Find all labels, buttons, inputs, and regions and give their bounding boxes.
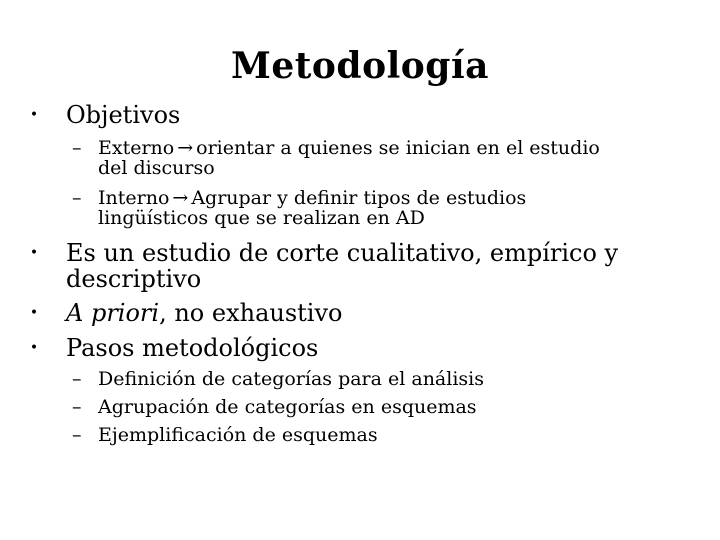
bullet-icon: • [29, 340, 39, 356]
sub-item-text-cont: lingüísticos que se realizan en AD [98, 207, 425, 229]
dash-icon: – [72, 424, 82, 446]
sub-item-text-cont: del discurso [98, 157, 215, 179]
dash-icon: – [72, 396, 82, 418]
slide-title: Metodología [231, 45, 489, 87]
sub-item-lead: Externo [98, 137, 175, 159]
arrow-right-icon: → [177, 137, 194, 159]
sub-item-lead: Interno [98, 187, 170, 209]
bullet-icon: • [29, 305, 39, 321]
sub-item-text: orientar a quienes se inician en el estudio [196, 137, 600, 159]
bullet-label: Pasos metodológicos [66, 334, 319, 362]
arrow-right-icon: → [172, 187, 189, 209]
sub-item-text: Agrupación de categorías en esquemas [98, 396, 477, 418]
bullet-label: , no exhaustivo [159, 299, 343, 327]
dash-icon: – [72, 187, 82, 209]
bullet-icon: • [29, 107, 39, 123]
bullet-label-cont: descriptivo [66, 265, 202, 293]
bullet-icon: • [29, 245, 39, 261]
bullet-label: Objetivos [66, 101, 181, 129]
bullet-label-italic: A priori [66, 299, 160, 327]
sub-item-text: Agrupar y definir tipos de estudios [191, 187, 527, 209]
dash-icon: – [72, 137, 82, 159]
sub-item-text: Ejemplificación de esquemas [98, 424, 378, 446]
bullet-label: Es un estudio de corte cualitativo, empírico y [66, 239, 619, 267]
dash-icon: – [72, 368, 82, 390]
sub-item-text: Definición de categorías para el análisis [98, 368, 484, 390]
